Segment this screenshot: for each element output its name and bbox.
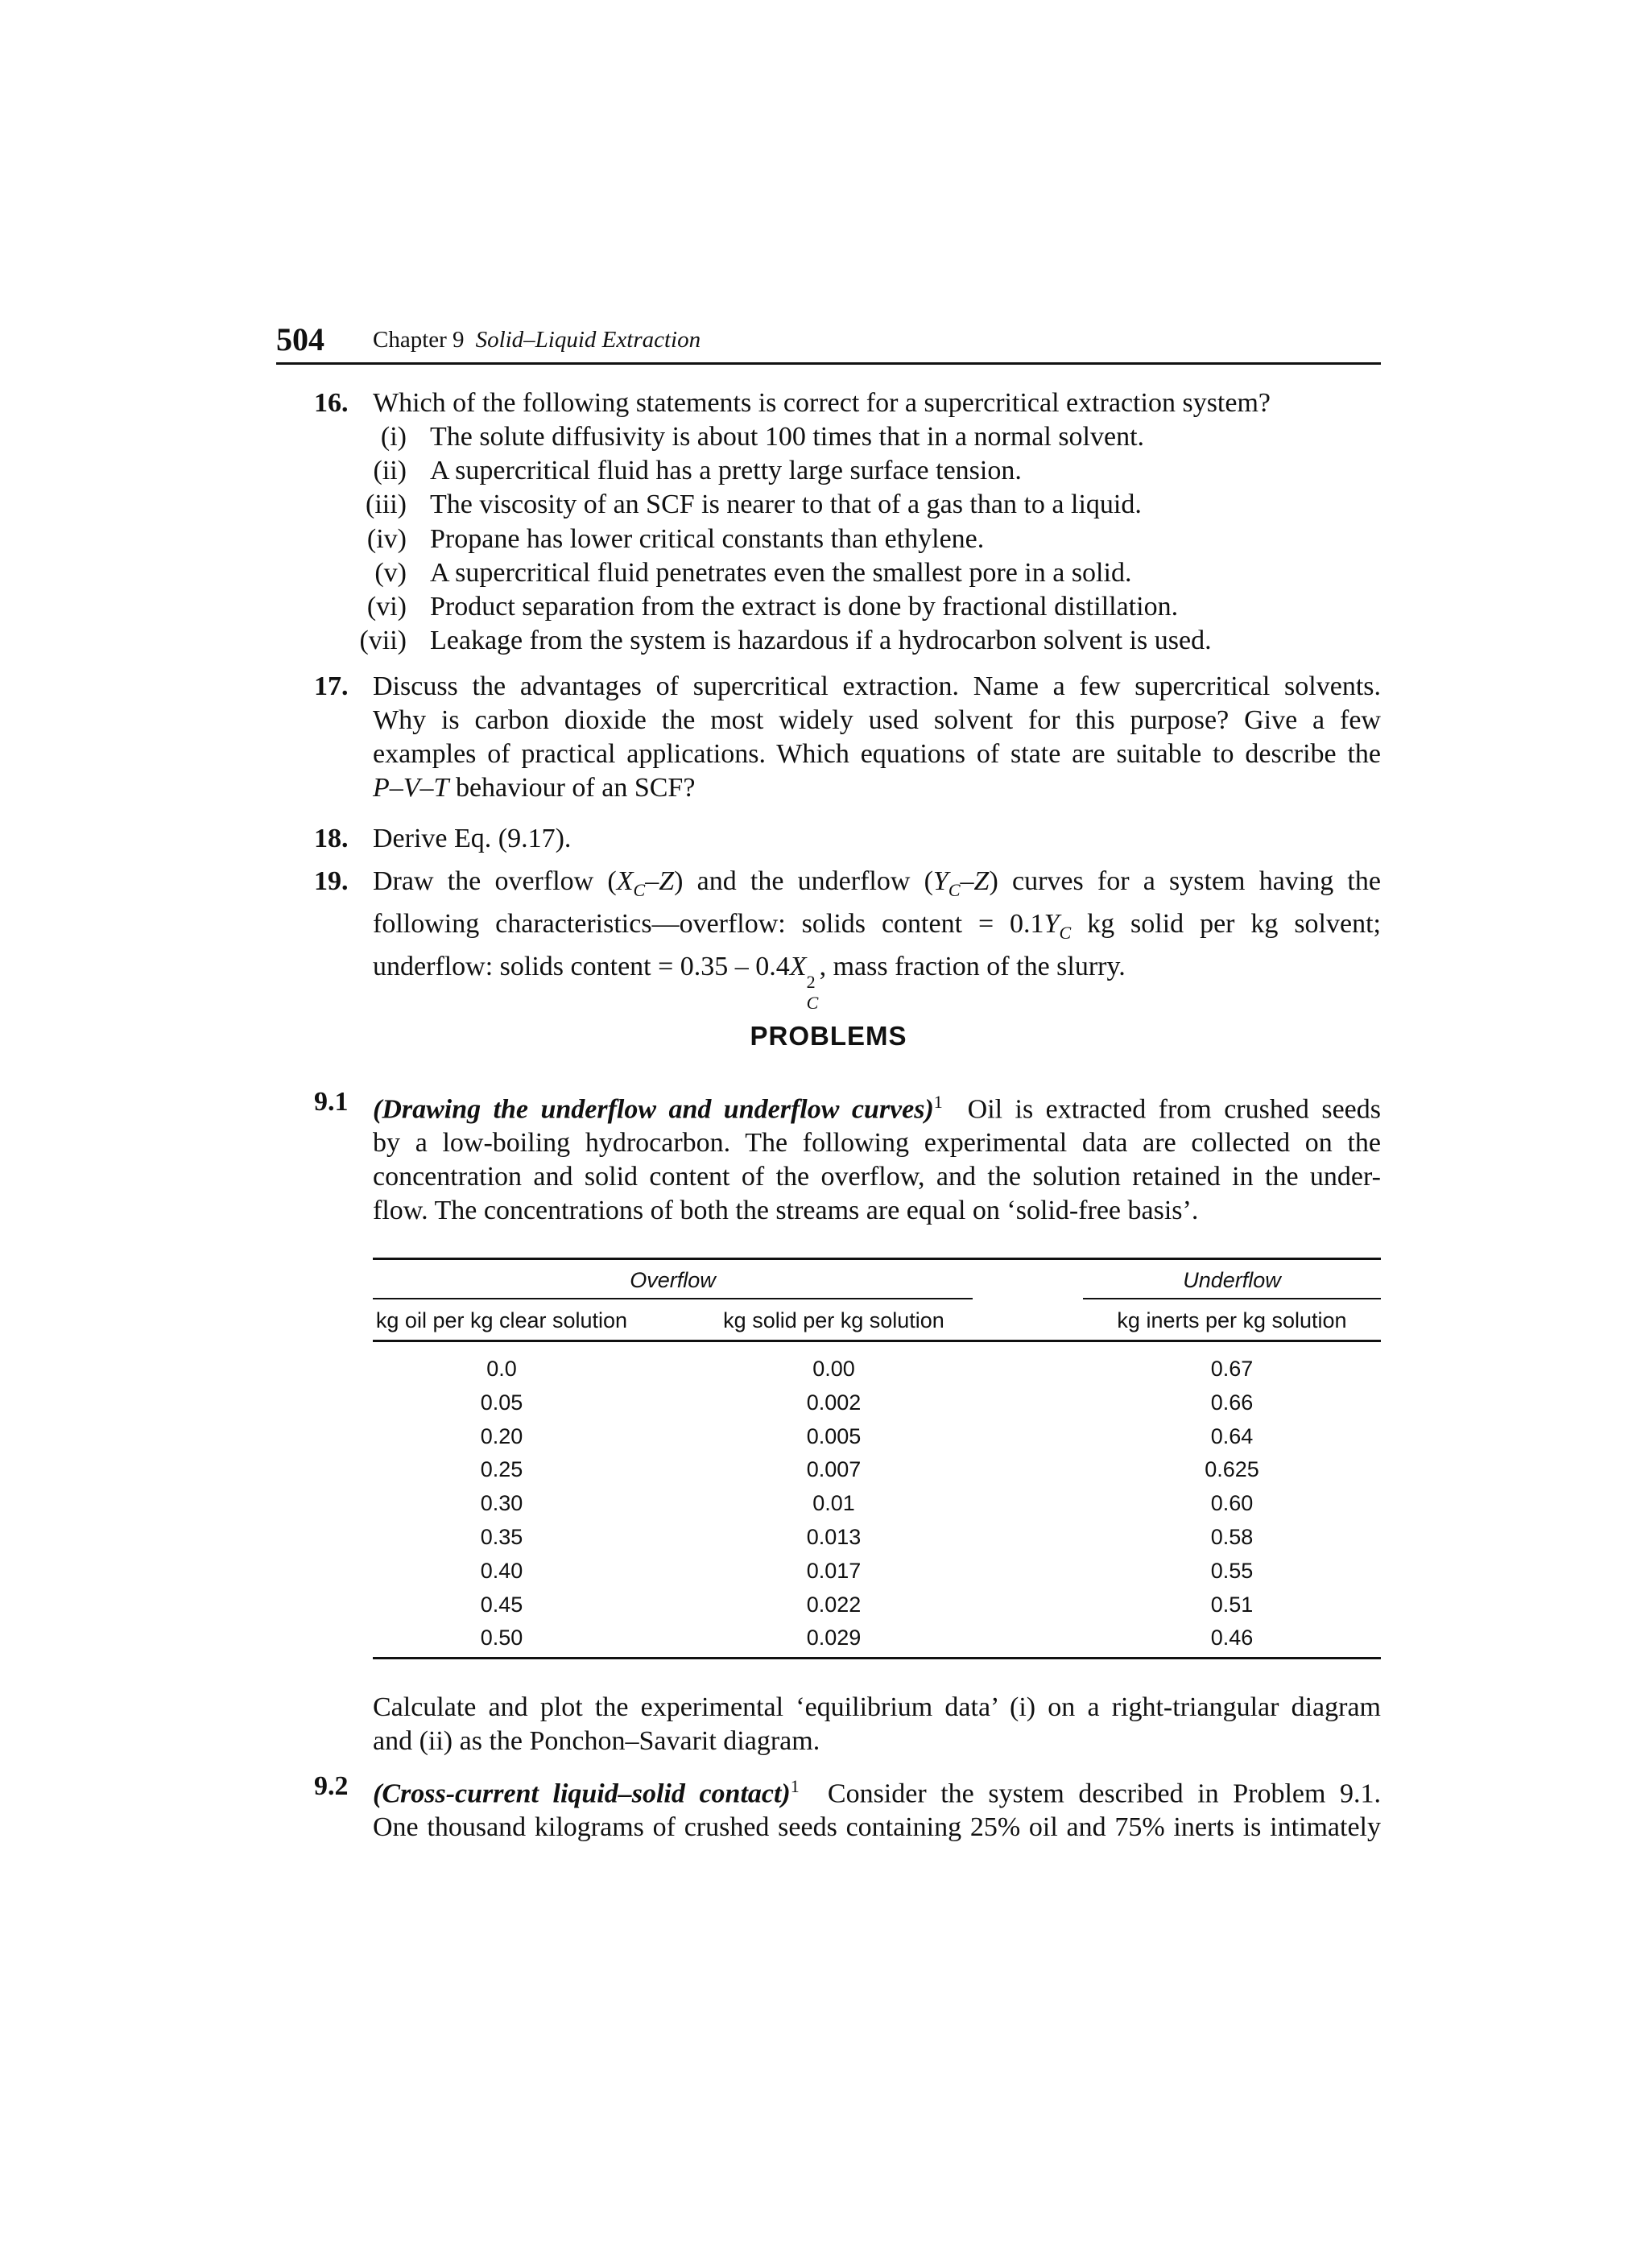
data-table	[373, 1258, 1381, 1660]
text-line: One thousand kilograms of crushed seeds containing 25% oil and 75% inerts is intimately	[373, 1812, 1381, 1843]
cell-oil: 0.20	[480, 1423, 523, 1448]
problem-number: 9.2	[314, 1771, 349, 1801]
question-number: 18.	[314, 824, 349, 853]
column-header-solid: kg solid per kg solution	[723, 1308, 944, 1332]
text-line: (Drawing the underflow and underflow curves)$^1$ Oil is extracted from crushed seeds	[373, 1092, 1381, 1125]
question-text: Which of the following statements is correct for a supercritical extraction system?	[373, 388, 1271, 418]
problem-title: (Cross-current liquid–solid contact)	[373, 1778, 791, 1809]
question-16-option	[0, 488, 1649, 522]
cell-inerts: 0.58	[1210, 1525, 1254, 1549]
cell-oil: 0.50	[480, 1626, 523, 1650]
option-label: (i)	[380, 422, 407, 452]
column-header-oil: kg oil per kg clear solution	[375, 1308, 628, 1332]
text-line: and (ii) as the Ponchon–Savarit diagram.	[373, 1726, 820, 1756]
option-text: A supercritical fluid penetrates even the smallest pore in a solid.	[430, 557, 1132, 588]
problem-9-1-continued	[0, 1691, 1649, 1763]
option-label: (v)	[374, 557, 407, 588]
column-header-inerts: kg inerts per kg solution	[1117, 1308, 1347, 1332]
text-line: Draw the overflow $(X_C-Z)$ and the underflow $(Y_C-Z)$ curves for a system having the	[373, 866, 1381, 900]
question-number: 17.	[314, 671, 349, 701]
question-16-option	[0, 624, 1649, 658]
text-line: following characteristics—overflow: solids content = $0.1Y_C$ kg solid per kg solvent;	[373, 908, 1381, 943]
option-label: (iv)	[366, 523, 407, 554]
option-label: (iii)	[366, 490, 407, 520]
question-number: 16.	[314, 388, 349, 418]
cell-inerts: 0.60	[1210, 1491, 1254, 1516]
cell-solid: 0.00	[812, 1357, 855, 1381]
text-line: concentration and solid content of the overflow, and the solution retained in the under-	[373, 1162, 1381, 1192]
text-line: examples of practical applications. Which equations of state are suitable to describe the	[373, 739, 1381, 769]
text-line: P–V–T behaviour of an SCF?	[373, 773, 696, 803]
cell-oil: 0.40	[480, 1558, 523, 1583]
cell-solid: 0.013	[806, 1525, 862, 1549]
question-text	[373, 865, 1381, 1013]
question-19	[0, 865, 1649, 1013]
problem-text	[373, 1691, 1381, 1758]
cell-oil: 0.35	[480, 1525, 523, 1549]
question-16-option	[0, 454, 1649, 488]
question-text	[373, 670, 1381, 805]
problem-9-1	[0, 1085, 1649, 1230]
option-text: Leakage from the system is hazardous if a hydrocarbon solvent is used.	[430, 626, 1212, 656]
question-text: Derive Eq. (9.17).	[373, 824, 572, 853]
problem-text	[373, 1085, 1381, 1228]
cell-inerts: 0.55	[1210, 1558, 1254, 1583]
text-line: Discuss the advantages of supercritical extraction. Name a few supercritical solvents.	[373, 671, 1381, 701]
chapter-reference	[373, 322, 701, 357]
question-16-option	[0, 523, 1649, 556]
running-header	[276, 317, 1381, 365]
cell-solid: 0.017	[806, 1558, 862, 1583]
text-line: by a low-boiling hydrocarbon. The following experimental data are collected on the	[373, 1128, 1381, 1159]
group-header-overflow: Overflow	[630, 1268, 716, 1292]
chapter-title: Solid–Liquid Extraction	[475, 327, 701, 353]
cell-solid: 0.022	[806, 1592, 862, 1617]
cell-inerts: 0.66	[1210, 1390, 1254, 1415]
option-text: A supercritical fluid has a pretty large surface tension.	[430, 456, 1022, 486]
cell-inerts: 0.64	[1210, 1423, 1254, 1448]
option-text: Propane has lower critical constants than ethylene.	[430, 523, 985, 554]
text-line: underflow: solids content = 0.35 – 0.4X 2 C , mass fraction of the slurry.	[373, 951, 1126, 1013]
cell-inerts: 0.625	[1205, 1457, 1259, 1482]
page-number: 504	[276, 321, 324, 357]
option-text: The viscosity of an SCF is nearer to that of a gas than to a liquid.	[430, 490, 1142, 520]
option-label: (vi)	[366, 592, 407, 622]
cell-solid: 0.029	[806, 1626, 862, 1650]
cell-oil: 0.0	[486, 1357, 517, 1381]
cell-solid: 0.005	[806, 1423, 862, 1448]
option-label: (ii)	[373, 456, 407, 486]
group-header-underflow: Underflow	[1183, 1268, 1281, 1292]
cell-oil: 0.25	[480, 1457, 523, 1482]
problem-title: (Drawing the underflow and underflow curves)	[373, 1094, 934, 1125]
text-line: Why is carbon dioxide the most widely used solvent for this purpose? Give a few	[373, 705, 1381, 735]
text-line: flow. The concentrations of both the streams are equal on ‘solid-free basis’.	[373, 1196, 1199, 1226]
question-number: 19.	[314, 866, 349, 896]
option-text: The solute diffusivity is about 100 times that in a normal solvent.	[430, 422, 1145, 452]
cell-inerts: 0.51	[1210, 1592, 1254, 1617]
pvt-term: P–V–T	[373, 773, 449, 803]
cell-solid: 0.007	[806, 1457, 862, 1482]
cell-oil: 0.45	[480, 1592, 523, 1617]
problem-text	[373, 1770, 1381, 1845]
cell-solid: 0.002	[806, 1390, 862, 1415]
cell-inerts: 0.46	[1210, 1626, 1254, 1650]
problem-9-2	[0, 1770, 1649, 1842]
question-16-option	[0, 556, 1649, 590]
problem-number: 9.1	[314, 1087, 349, 1117]
question-18	[0, 822, 1649, 857]
question-17	[0, 670, 1649, 815]
cell-oil: 0.05	[480, 1390, 523, 1415]
text-line: Calculate and plot the experimental ‘equilibrium data’ (i) on a right-triangular diagram	[373, 1692, 1381, 1722]
question-16-option	[0, 420, 1649, 454]
cell-inerts: 0.67	[1210, 1357, 1254, 1381]
option-label: (vii)	[359, 626, 407, 656]
cell-solid: 0.01	[812, 1491, 855, 1516]
question-16-option	[0, 590, 1649, 624]
problems-heading: PROBLEMS	[750, 1021, 907, 1051]
cell-oil: 0.30	[480, 1491, 523, 1516]
chapter-label: Chapter 9	[373, 327, 465, 353]
option-text: Product separation from the extract is done by fractional distillation.	[430, 592, 1179, 622]
text-line: (Cross-current liquid–solid contact)$^1$ Consider the system described in Problem 9.1.	[373, 1776, 1381, 1809]
